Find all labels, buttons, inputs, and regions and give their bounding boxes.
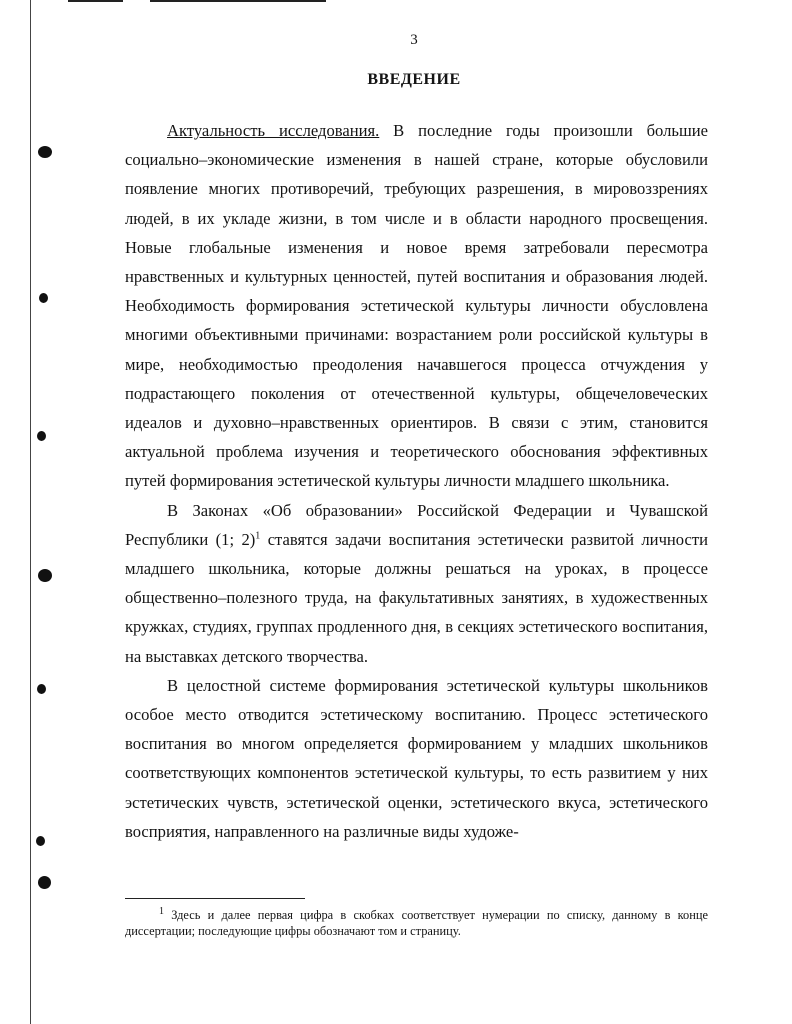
binding-hole: [37, 684, 46, 694]
binding-hole: [36, 836, 45, 846]
footnote-divider: [125, 898, 305, 899]
binding-hole: [39, 293, 48, 303]
paragraph-text: В Законах «Об образовании» Российской Федерации и Чувашской Республики (1; 2): [125, 500, 708, 549]
binding-hole: [37, 431, 46, 441]
paragraph-relevance: [125, 116, 708, 496]
binding-hole: [38, 146, 52, 158]
paragraph-system: [125, 671, 708, 846]
paragraph-lead: Актуальность исследования.: [167, 121, 380, 140]
page-number: 3: [410, 32, 418, 48]
scan-top-rule: [150, 0, 326, 2]
page-title: ВВЕДЕНИЕ: [367, 71, 461, 88]
footnote-text: Здесь и далее первая цифра в скобках соответствует нумерации по списку, данному в конце диссертации; последующие цифры обозначают том и страницу.: [125, 908, 708, 938]
footnote: [125, 907, 708, 939]
binding-hole: [38, 569, 52, 582]
body-text: [125, 116, 708, 846]
binding-hole: [38, 876, 51, 889]
paragraph-text: В целостной системе формирования эстетической культуры школьников особое место отводится эстетическому воспитанию. Процесс эстетического воспитания во многом определяется формированием у младших школьников соответствующих компонентов эстетической культуры, то есть развитием у них эстетических чувств, эстетической оценки, эстетического вкуса, эстетического восприятия, направленного на различные виды художе-: [125, 675, 708, 841]
scan-left-border: [30, 0, 31, 1024]
paragraph-text: ставятся задачи воспитания эстетически развитой личности младшего школьника, которые должны решаться на уроках, в процессе общественно–полезного труда, на факультативных занятиях, в художественных кружках, студиях, группах продленного дня, в секциях эстетического воспитания, на выставках детского творчества.: [125, 529, 708, 666]
footnote-reference: 1: [255, 530, 261, 542]
scan-top-rule: [68, 0, 123, 2]
footnote-mark: 1: [159, 905, 164, 917]
paragraph-laws: [125, 496, 708, 671]
paragraph-text: В последние годы произошли большие социально–экономические изменения в нашей стране, которые обусловили появление многих противоречий, требующих разрешения, в мировоззрениях людей, в их укладе жизни, в том числе и в области народного просвещения. Новые глобальные изменения и новое время затребовали пересмотра нравственных и культурных ценностей, путей воспитания и образования людей. Необходимость формирования эстетической культуры личности обусловлена многими объективными причинами: возрастанием роли российской культуры в мире, необходимостью преодоления начавшегося процесса отчуждения у подрастающего поколения от отечественной культуры, общечеловеческих идеалов и духовно–нравственных ориентиров. В связи с этим, становится актуальной проблема изучения и теоретического обоснования эффективных путей формирования эстетической культуры личности младшего школьника.: [125, 121, 708, 491]
